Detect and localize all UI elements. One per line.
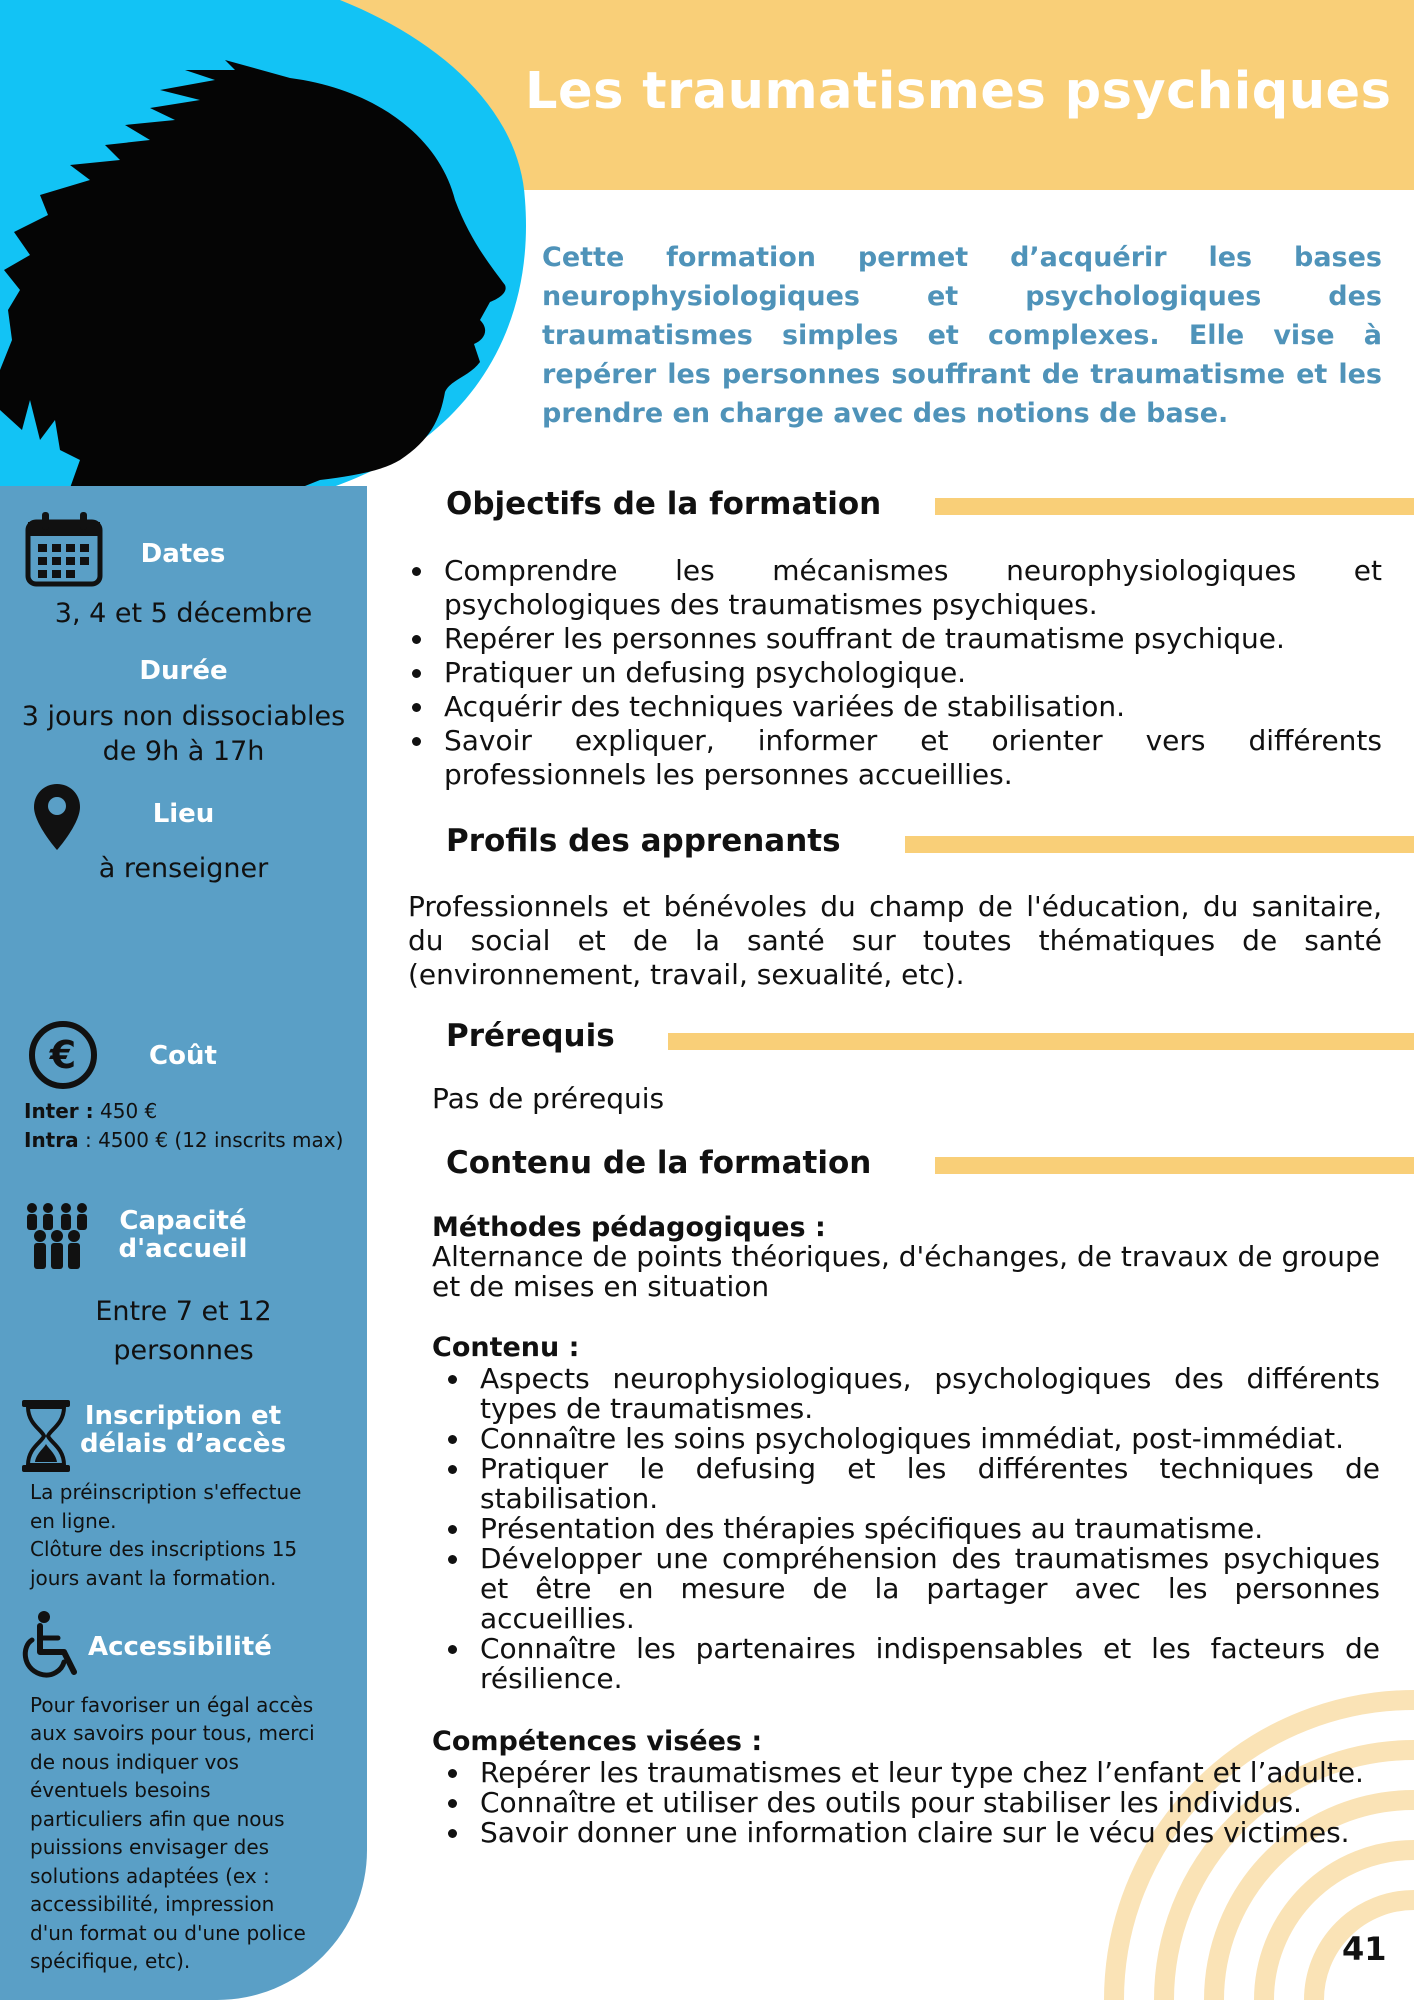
cout-intra (24, 1126, 343, 1155)
prerequis-text: Pas de prérequis (432, 1082, 665, 1115)
contenu-item: Aspects neurophysiologiques, psychologiques des différents types de traumatismes. (432, 1364, 1380, 1424)
contenu-item: Pratiquer le defusing et les différentes techniques de stabilisation. (432, 1454, 1380, 1514)
capacite-line-2: personnes (113, 1335, 254, 1366)
contenu-title-bar (935, 1157, 1414, 1174)
profils-text: Professionnels et bénévoles du champ de l'éducation, du sanitaire, du social et de la santé sur toutes thématiques de santé (environnement, travail, sexualité, etc). (408, 890, 1382, 991)
accessibilite-text-line-2: aux savoirs pour tous, merci (30, 1721, 315, 1745)
objectifs-item: Repérer les personnes souffrant de traumatisme psychique. (408, 622, 1382, 656)
lieu-heading: Lieu (152, 799, 215, 829)
cout-heading: Coût (149, 1041, 217, 1071)
duree-line-1: 3 jours non dissociables (21, 701, 346, 732)
cout-intra-value: : 4500 € (12 inscrits max) (78, 1128, 344, 1152)
competences-item: Connaître et utiliser des outils pour stabiliser les individus. (432, 1788, 1380, 1818)
accessibilite-heading: Accessibilité (88, 1632, 272, 1662)
contenu-title: Contenu de la formation (446, 1145, 872, 1181)
methodes-label: Méthodes pédagogiques : (432, 1212, 826, 1243)
capacite-heading-line-2: d'accueil (118, 1234, 248, 1264)
cout-inter (24, 1097, 157, 1126)
accessibilite-text-line-4: éventuels besoins (30, 1778, 211, 1802)
contenu-item: Présentation des thérapies spécifiques au traumatisme. (432, 1514, 1380, 1544)
accessibilite-text-line-9: d'un format ou d'une police (30, 1921, 306, 1945)
objectifs-list (408, 554, 1382, 792)
objectifs-item: Acquérir des techniques variées de stabilisation. (408, 690, 1382, 724)
svg-text:€: € (49, 1033, 77, 1077)
cout-inter-label: Inter : (24, 1099, 94, 1123)
contenu-list (432, 1364, 1380, 1694)
euro-icon (28, 1020, 98, 1090)
intro-paragraph: Cette formation permet d’acquérir les bases neurophysiologiques et psychologiques des traumatismes simples et complexes. Elle vise à repérer les personnes souffrant de traumatisme et les prendre en charge avec des notions de base. (542, 242, 1382, 429)
competences-label: Compétences visées : (432, 1726, 763, 1757)
accessibilite-text-line-6: puissions envisager des (30, 1835, 270, 1859)
competences-item: Repérer les traumatismes et leur type chez l’enfant et l’adulte. (432, 1758, 1380, 1788)
contenu-item: Développer une compréhension des traumatismes psychiques et être en mesure de la partager avec les personnes accueillies. (432, 1544, 1380, 1634)
methodes-text: Alternance de points théoriques, d'échanges, de travaux de groupe et de mises en situation (432, 1240, 1380, 1303)
prerequis-title-bar (668, 1033, 1414, 1050)
capacite-line-1: Entre 7 et 12 (95, 1296, 272, 1327)
contenu-item: Connaître les soins psychologiques immédiat, post-immédiat. (432, 1424, 1380, 1454)
contenu-label: Contenu : (432, 1332, 580, 1363)
objectifs-item: Comprendre les mécanismes neurophysiologiques et psychologiques des traumatismes psychiques. (408, 554, 1382, 622)
competences-list (432, 1758, 1380, 1848)
objectifs-title: Objectifs de la formation (446, 486, 882, 522)
cout-intra-label: Intra (24, 1128, 79, 1152)
dates-value: 3, 4 et 5 décembre (54, 598, 313, 629)
accessibilite-text-line-5: particuliers afin que nous (30, 1807, 285, 1831)
capacite-heading-line-1: Capacité (119, 1206, 247, 1236)
inscription-text-line-4: jours avant la formation. (30, 1566, 277, 1590)
duree-line-2: de 9h à 17h (102, 736, 265, 767)
accessibilite-text-line-7: solutions adaptées (ex : (30, 1864, 270, 1888)
inscription-heading-line-1: Inscription et (84, 1401, 282, 1431)
prerequis-title: Prérequis (446, 1018, 615, 1054)
objectifs-item: Pratiquer un defusing psychologique. (408, 656, 1382, 690)
objectifs-item: Savoir expliquer, informer et orienter vers différents professionnels les personnes accueillies. (408, 724, 1382, 792)
accessibilite-text-line-8: accessibilité, impression (30, 1892, 275, 1916)
objectifs-title-bar (935, 498, 1414, 515)
page-number: 41 (1342, 1930, 1387, 1968)
profils-title-bar (905, 836, 1414, 853)
cout-inter-value: 450 € (93, 1099, 158, 1123)
lieu-value: à renseigner (98, 853, 269, 884)
calendar-icon (24, 510, 106, 590)
inscription-text-line-2: en ligne. (30, 1509, 117, 1533)
accessibilite-text-line-1: Pour favoriser un égal accès (30, 1693, 314, 1717)
accessibilite-text-line-3: de nous indiquer vos (30, 1750, 239, 1774)
page-title: Les traumatismes psychiques (525, 62, 1392, 121)
head-silhouette-illustration (0, 0, 530, 490)
inscription-text-line-1: La préinscription s'effectue (30, 1480, 302, 1504)
contenu-item: Connaître les partenaires indispensables et les facteurs de résilience. (432, 1634, 1380, 1694)
accessibilite-text-line-10: spécifique, etc). (30, 1949, 191, 1973)
group-people-icon (22, 1202, 92, 1270)
competences-item: Savoir donner une information claire sur le vécu des victimes. (432, 1818, 1380, 1848)
duree-heading: Durée (139, 656, 228, 686)
profils-title: Profils des apprenants (446, 823, 841, 859)
wheelchair-icon (20, 1610, 86, 1680)
inscription-heading-line-2: délais d’accès (79, 1429, 287, 1459)
hourglass-icon (20, 1398, 72, 1474)
inscription-text-line-3: Clôture des inscriptions 15 (30, 1537, 298, 1561)
dates-heading: Dates (140, 539, 226, 569)
